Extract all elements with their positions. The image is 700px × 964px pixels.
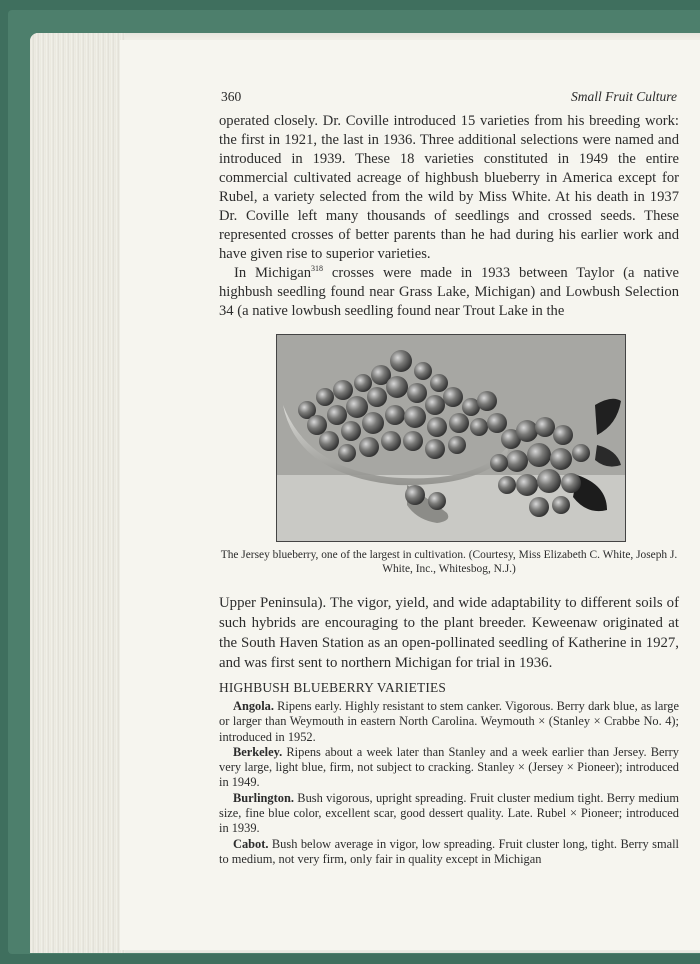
running-header <box>221 89 677 109</box>
variety-entry <box>219 837 679 868</box>
section-heading: HIGHBUSH BLUEBERRY VARIETIES <box>219 680 447 695</box>
body-text-top <box>219 112 679 321</box>
variety-name: Berkeley. <box>233 744 283 759</box>
variety-name: Burlington. <box>233 790 294 805</box>
paragraph-1: operated closely. Dr. Coville introduced 15 varieties from his breeding work: the first in 1921, the last in 1936. Three additional selections were named and introduced in 1939. These 18 varieties constituted in 1949 the entire commercial cultivated acreage of highbush blueberry in America except for Rubel, a variety selected from the wild by Miss White. At his death in 1937 Dr. Coville left many thousands of seedlings and crossed seeds. These represented crosses of better parents than he had during his earlier work and have given rise to superior varieties. <box>219 113 679 262</box>
page-edges <box>30 33 125 953</box>
variety-description: Ripens about a week later than Stanley and a week earlier than Jersey. Berry very large, light blue, firm, not subject to cracking. Stanley × (Jersey × Pioneer); introduced in 1949. <box>219 744 679 790</box>
paragraph-3: Upper Peninsula). The vigor, yield, and wide adaptability to different soils of such hybrids are encouraging to the plant breeder. Keweenaw originated at the South Haven Station as an open-pollinated seedling of Katherine in 1927, and was first sent to northern Michigan for trial in 1936. <box>219 595 679 671</box>
variety-entry <box>219 791 679 837</box>
variety-description: Bush vigorous, upright spreading. Fruit cluster medium tight. Berry medium size, fine blue color, excellent scar, good dessert quality. Late. Rubel × Pioneer; introduced in 1939. <box>219 790 679 836</box>
variety-name: Cabot. <box>233 836 269 851</box>
body-text-bottom <box>219 593 679 673</box>
reference-superscript: 318 <box>311 264 323 274</box>
variety-description: Ripens early. Highly resistant to stem canker. Vigorous. Berry dark blue, as large or larger than Weymouth in eastern North Carolina. Weymouth × (Stanley × Crabbe No. 4); introduced in 1952. <box>219 699 679 744</box>
figure-caption: The Jersey blueberry, one of the largest in cultivation. (Courtesy, Miss Elizabeth C. White, Joseph J. White, Inc., Whitesbog, N.J.) <box>220 549 678 575</box>
paragraph-2-start: In Michigan <box>234 265 311 281</box>
blueberry-photo <box>276 334 626 542</box>
paragraph-2 <box>219 264 679 321</box>
page-number: 360 <box>221 89 242 104</box>
running-title: Small Fruit Culture <box>570 89 677 104</box>
variety-list <box>219 699 679 867</box>
variety-description: Bush below average in vigor, low spreading. Fruit cluster long, tight. Berry small to medium, not very firm, only fair in quality except in Michigan <box>219 836 679 866</box>
variety-entry <box>219 745 679 791</box>
blueberry-photo-image <box>277 335 625 541</box>
variety-entry <box>219 699 679 745</box>
paragraph-2-rest: crosses were made in 1933 between Taylor (a native highbush seedling found near Grass Lake, Michigan) and Lowbush Selection 34 (a native lowbush seedling found near Trout Lake in the <box>219 265 679 319</box>
variety-name: Angola. <box>233 699 274 713</box>
